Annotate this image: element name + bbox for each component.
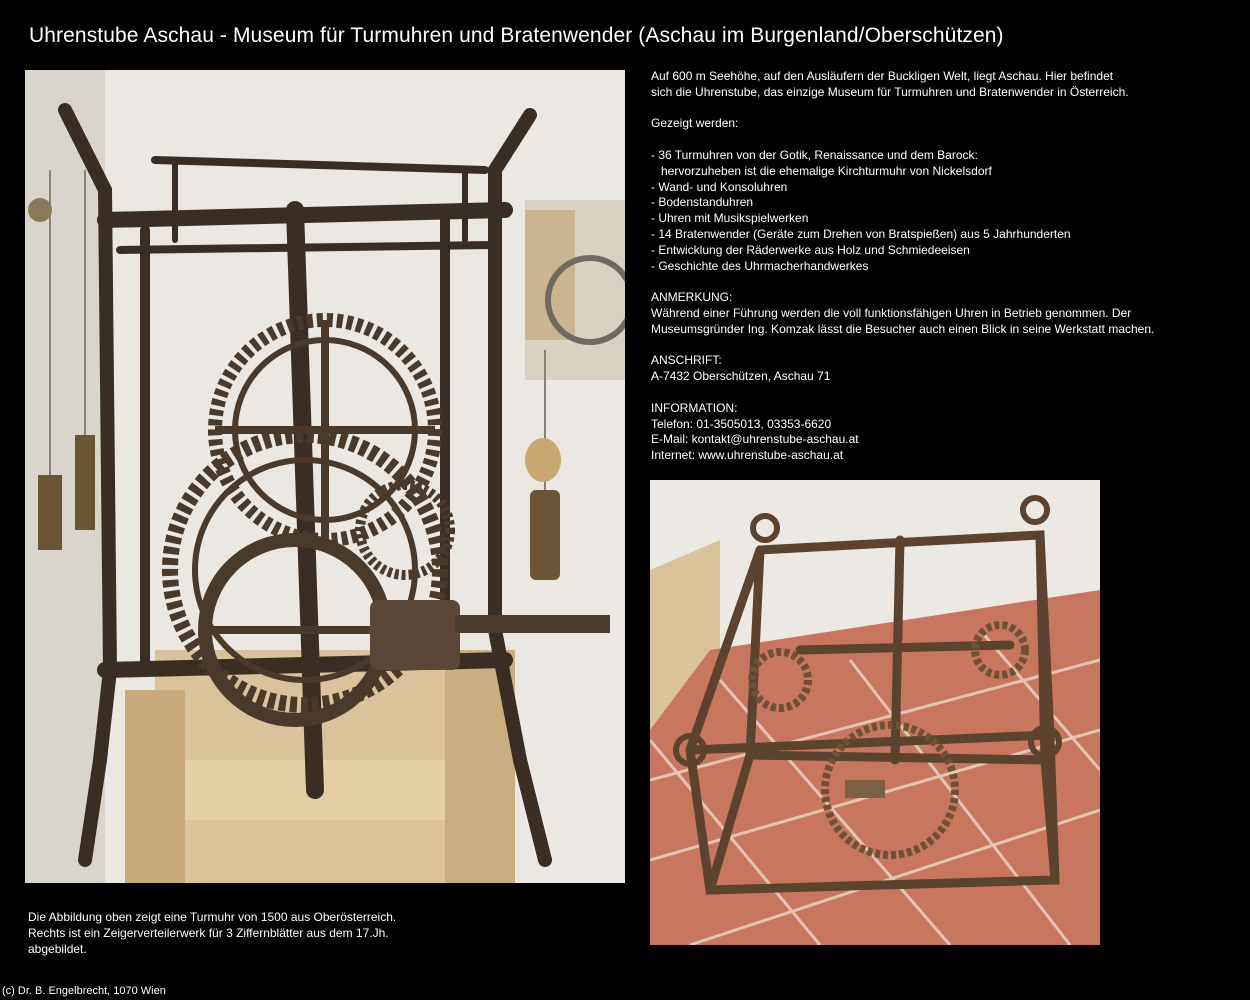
note-heading: ANMERKUNG: (651, 290, 733, 305)
email-line: E-Mail: kontakt@uhrenstube-aschau.at (651, 432, 859, 447)
intro-line: Auf 600 m Seehöhe, auf den Ausläufern der Buckligen Welt, liegt Aschau. Hier befindet (651, 69, 1114, 83)
photo-caption (28, 910, 448, 957)
phone-line: Telefon: 01-3505013, 03353-6620 (651, 416, 832, 431)
intro-line: sich die Uhrenstube, das einzige Museum für Turmuhren und Bratenwender in Österreich. (651, 84, 1129, 99)
list-item: - Bodenstanduhren (651, 195, 754, 210)
tower-clock-photo (25, 70, 625, 883)
list-item: - Uhren mit Musikspielwerken (651, 211, 809, 226)
caption-line: Rechts ist ein Zeigerverteilerwerk für 3 Ziffernblätter aus dem 17.Jh. (28, 925, 389, 940)
description-text (651, 69, 1241, 464)
address-heading: ANSCHRIFT: (651, 353, 722, 368)
copyright-footer: (c) Dr. B. Engelbrecht, 1070 Wien (2, 985, 166, 997)
caption-line: Die Abbildung oben zeigt eine Turmuhr von 1500 aus Oberösterreich. (28, 910, 397, 924)
note-line: Museumsgründer Ing. Komzak lässt die Besucher auch einen Blick in seine Werkstatt machen. (651, 321, 1155, 336)
list-item: - Entwicklung der Räderwerke aus Holz und Schmiedeeisen (651, 242, 970, 257)
list-item: hervorzuheben ist die ehemalige Kirchturmuhr von Nickelsdorf (651, 163, 992, 178)
page-title: Uhrenstube Aschau - Museum für Turmuhren und Bratenwender (Aschau im Burgenland/Oberschützen) (29, 24, 1004, 47)
caption-line: abgebildet. (28, 941, 87, 956)
note-line: Während einer Führung werden die voll funktionsfähigen Uhren in Betrieb genommen. Der (651, 305, 1132, 320)
address-line: A-7432 Oberschützen, Aschau 71 (651, 369, 831, 384)
info-heading: INFORMATION: (651, 400, 738, 415)
shown-heading: Gezeigt werden: (651, 116, 739, 131)
list-item: - 36 Turmuhren von der Gotik, Renaissance und dem Barock: (651, 147, 978, 162)
list-item: - 14 Bratenwender (Geräte zum Drehen von Bratspießen) aus 5 Jahrhunderten (651, 226, 1071, 241)
list-item: - Wand- und Konsoluhren (651, 179, 788, 194)
list-item: - Geschichte des Uhrmacherhandwerkes (651, 258, 869, 273)
dial-works-photo (650, 480, 1100, 945)
website-line: Internet: www.uhrenstube-aschau.at (651, 448, 844, 463)
